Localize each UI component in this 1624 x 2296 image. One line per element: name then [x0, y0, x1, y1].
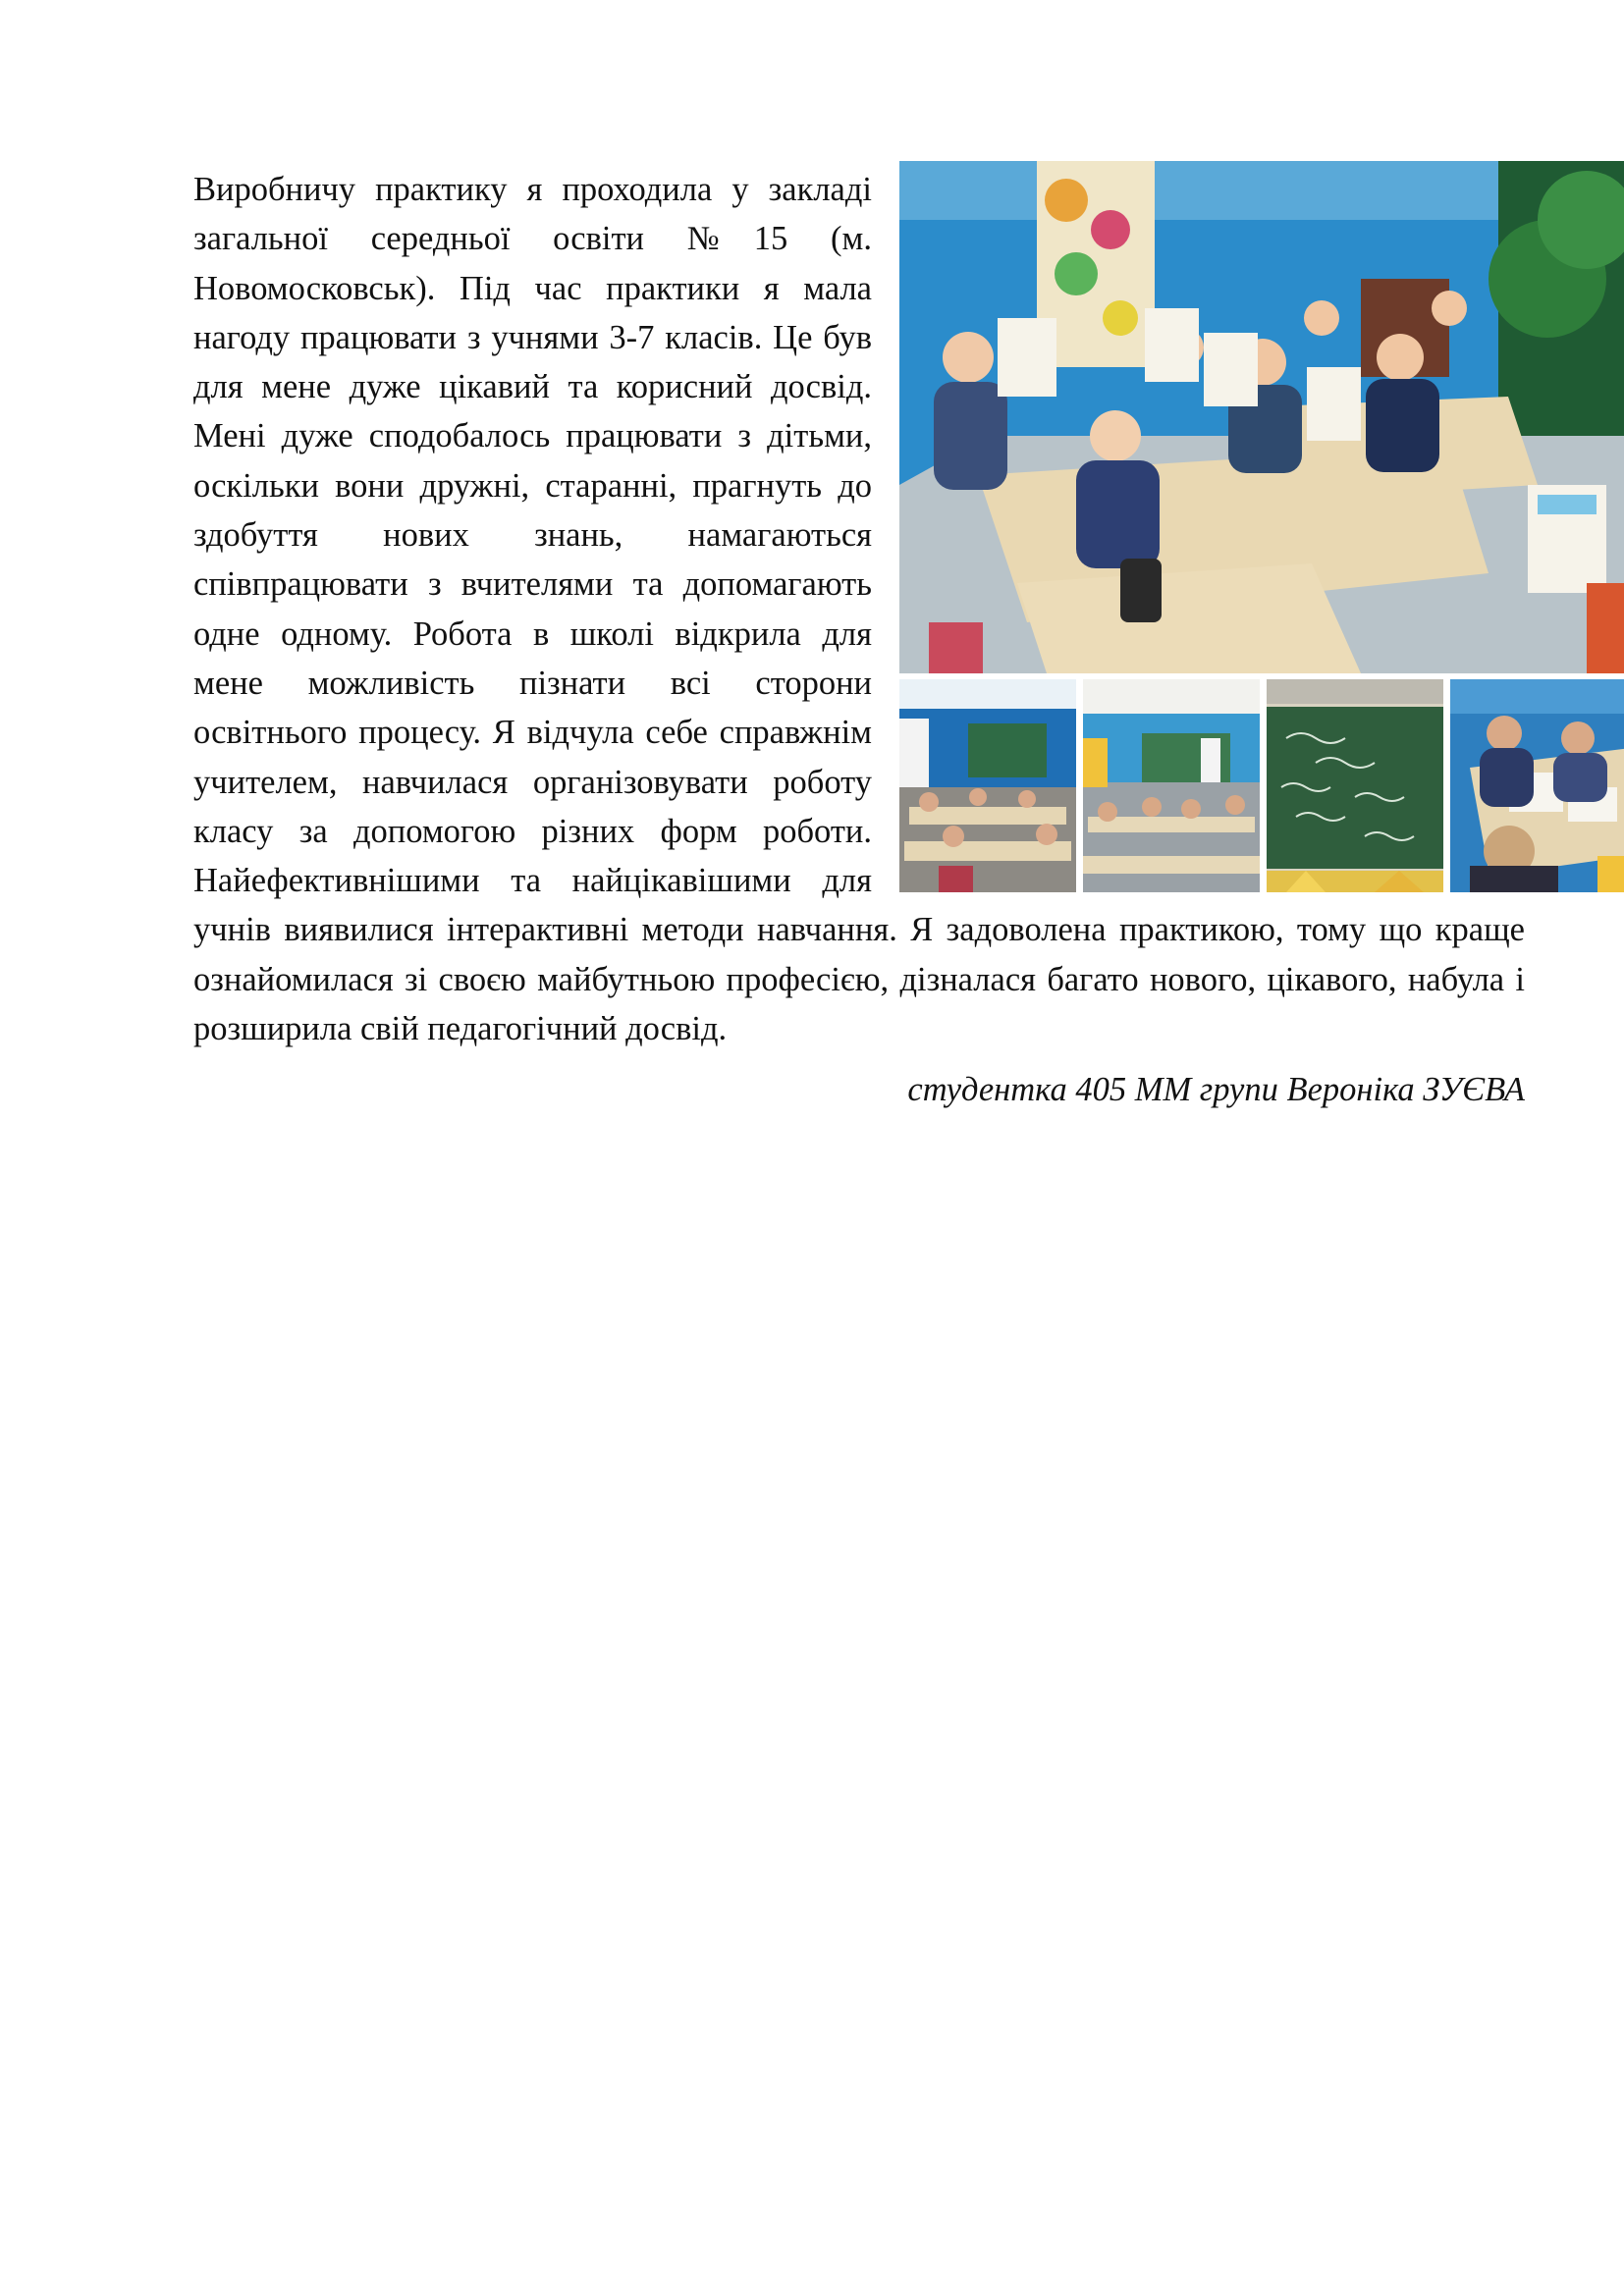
main-classroom-photo: [899, 161, 1624, 673]
body-text-block: [193, 165, 1525, 1114]
classroom-photo-icon: [899, 679, 1076, 892]
classroom-photo-icon: [899, 161, 1624, 673]
students-writing-photo-icon: [1450, 679, 1624, 892]
thumbnail-photo-4: [1450, 679, 1624, 892]
thumbnail-photo-2: [1083, 679, 1260, 892]
classroom-photo-icon: [1083, 679, 1260, 892]
chalkboard-photo-icon: [1267, 679, 1443, 892]
thumbnail-photo-1: [899, 679, 1076, 892]
thumbnail-photo-3: [1267, 679, 1443, 892]
body-paragraph: Виробничу практику я проходила у закладі загальної середньої освіти №15 (м. Новомосковськ). Під час практики я мала нагоду працювати з учнями 3-7 класів. Це був для мене дуже цікавий та корисний досвід. Мені дуже сподобалось працювати з дітьми, оскільки вони дружні, старанні, прагнуть до здобуття нових знань, намагаються співпрацювати з вчителями та допомагають одне одному. Робота в школі відкрила для мене можливість пізнати всі сторони освітнього процесу. Я відчула себе справжнім учителем, навчилася організовувати роботу класу за допомогою різних форм роботи. Найефективнішими та найцікавішими для учнів виявилися інтерактивні методи навчання. Я задоволена практикою, тому що краще ознайомилася зі своєю майбутньою професією, дізналася багато нового, цікавого, набула і розширила свій педагогічний досвід.: [193, 171, 1525, 1048]
author-signature: студентка 405 ММ групи Вероніка ЗУЄВА: [907, 1071, 1525, 1109]
photo-collage: [899, 161, 1624, 892]
